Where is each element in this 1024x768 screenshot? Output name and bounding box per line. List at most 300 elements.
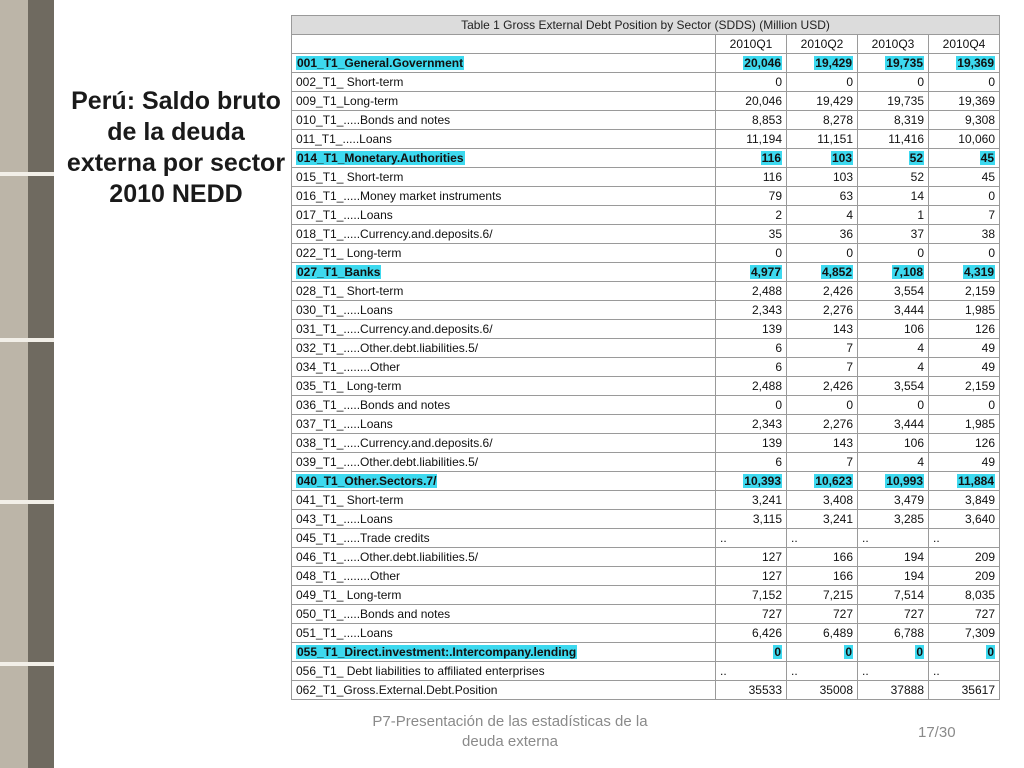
row-value: 35617 — [961, 683, 995, 697]
row-value: 3,285 — [893, 512, 924, 526]
row-value: 166 — [832, 550, 853, 564]
row-value-cell — [929, 567, 1000, 586]
row-label-text: 001_T1_General.Government — [297, 56, 464, 70]
row-value-cell — [787, 434, 858, 453]
row-value: 10,060 — [958, 132, 995, 146]
row-value: 0 — [775, 398, 782, 412]
row-value: 14 — [910, 189, 924, 203]
row-value: 19,429 — [815, 56, 852, 70]
row-value: 7 — [846, 455, 853, 469]
table-row — [292, 73, 1000, 92]
row-value: .. — [862, 531, 869, 545]
row-value-cell — [716, 662, 787, 681]
row-value-cell — [858, 206, 929, 225]
row-value-cell — [929, 339, 1000, 358]
table-row — [292, 567, 1000, 586]
table-row — [292, 339, 1000, 358]
table-row — [292, 301, 1000, 320]
row-value-cell — [787, 415, 858, 434]
debt-table — [291, 34, 1000, 700]
page-number: 17/30 — [918, 724, 956, 741]
row-value: 1,985 — [964, 303, 995, 317]
table-row — [292, 92, 1000, 111]
column-header: 2010Q2 — [787, 35, 858, 54]
row-value: .. — [862, 664, 869, 678]
row-label-text: 011_T1_.....Loans — [296, 132, 392, 146]
row-value-cell — [929, 206, 1000, 225]
stripe-divider — [0, 500, 54, 504]
table-caption: Table 1 Gross External Debt Position by Sector (SDDS) (Million USD) — [291, 15, 1000, 34]
row-value-cell — [858, 54, 929, 73]
table-row — [292, 130, 1000, 149]
row-value: 3,241 — [822, 512, 853, 526]
row-value: 4 — [917, 455, 924, 469]
row-value-cell — [716, 301, 787, 320]
row-label — [292, 358, 716, 377]
row-value-cell — [929, 282, 1000, 301]
row-value: 9,308 — [964, 113, 995, 127]
row-value-cell — [929, 168, 1000, 187]
row-label — [292, 472, 716, 491]
row-label-text: 045_T1_.....Trade credits — [296, 531, 430, 545]
row-value: 2,426 — [822, 284, 853, 298]
row-value-cell — [858, 130, 929, 149]
row-value-cell — [858, 244, 929, 263]
row-value: .. — [720, 664, 727, 678]
row-value: 49 — [981, 455, 995, 469]
row-value-cell — [929, 73, 1000, 92]
row-value-cell — [858, 529, 929, 548]
row-value-cell — [929, 111, 1000, 130]
row-label-text: 055_T1_Direct.investment:.Intercompany.lending — [297, 645, 577, 659]
row-value-cell — [787, 301, 858, 320]
row-value-cell — [787, 282, 858, 301]
row-value-cell — [716, 529, 787, 548]
row-value-cell — [929, 92, 1000, 111]
row-label-text: 017_T1_.....Loans — [296, 208, 393, 222]
table-row — [292, 396, 1000, 415]
row-label-text: 062_T1_Gross.External.Debt.Position — [296, 683, 498, 697]
table-row — [292, 187, 1000, 206]
row-label — [292, 225, 716, 244]
row-label-text: 016_T1_.....Money market instruments — [296, 189, 502, 203]
row-value: 7 — [846, 341, 853, 355]
row-value-cell — [858, 643, 929, 662]
row-value: 6 — [775, 341, 782, 355]
row-label — [292, 263, 716, 282]
row-value: 4 — [846, 208, 853, 222]
row-value: 7,215 — [822, 588, 853, 602]
row-value: 126 — [974, 322, 995, 336]
row-value-cell — [716, 358, 787, 377]
table-row — [292, 491, 1000, 510]
row-value: 0 — [988, 246, 995, 260]
row-value-cell — [787, 358, 858, 377]
row-label-text: 022_T1_ Long-term — [296, 246, 402, 260]
table-row — [292, 415, 1000, 434]
stripe-divider — [0, 172, 54, 176]
row-value-cell — [929, 358, 1000, 377]
row-value: 0 — [917, 75, 924, 89]
row-value: 0 — [846, 75, 853, 89]
row-value: 52 — [909, 151, 923, 165]
table-row — [292, 377, 1000, 396]
row-value-cell — [787, 510, 858, 529]
row-value-cell — [858, 73, 929, 92]
row-value: 35533 — [748, 683, 782, 697]
row-label-text: 031_T1_.....Currency.and.deposits.6/ — [296, 322, 493, 336]
row-label — [292, 624, 716, 643]
row-label-text: 028_T1_ Short-term — [296, 284, 404, 298]
row-value-cell — [929, 301, 1000, 320]
row-value: 37888 — [890, 683, 924, 697]
row-value: 727 — [832, 607, 853, 621]
row-value: 4,977 — [750, 265, 781, 279]
row-label — [292, 54, 716, 73]
row-label — [292, 168, 716, 187]
row-value: 8,278 — [822, 113, 853, 127]
row-value: 7,309 — [964, 626, 995, 640]
row-value-cell — [787, 453, 858, 472]
row-label — [292, 491, 716, 510]
row-value-cell — [716, 624, 787, 643]
row-value-cell — [787, 529, 858, 548]
row-label — [292, 586, 716, 605]
row-value: 6 — [775, 360, 782, 374]
row-value-cell — [858, 396, 929, 415]
row-label-text: 050_T1_.....Bonds and notes — [296, 607, 451, 621]
column-header-label — [292, 35, 716, 54]
row-value: 35008 — [819, 683, 853, 697]
row-value-cell — [787, 225, 858, 244]
row-value-cell — [858, 624, 929, 643]
row-value-cell — [716, 111, 787, 130]
row-value-cell — [929, 377, 1000, 396]
column-header: 2010Q4 — [929, 35, 1000, 54]
row-label — [292, 92, 716, 111]
row-value-cell — [858, 510, 929, 529]
row-value: 0 — [917, 398, 924, 412]
row-label — [292, 130, 716, 149]
debt-table-container — [291, 15, 1000, 700]
row-value: 3,479 — [893, 493, 924, 507]
row-value-cell — [858, 301, 929, 320]
row-value-cell — [787, 643, 858, 662]
row-value: 6,788 — [893, 626, 924, 640]
table-row — [292, 586, 1000, 605]
row-value-cell — [787, 681, 858, 700]
row-value: 2,426 — [822, 379, 853, 393]
row-value: 19,429 — [816, 94, 853, 108]
row-value-cell — [716, 263, 787, 282]
row-label — [292, 529, 716, 548]
row-label-text: 037_T1_.....Loans — [296, 417, 393, 431]
row-value-cell — [787, 396, 858, 415]
row-value-cell — [716, 643, 787, 662]
row-value-cell — [858, 567, 929, 586]
row-value-cell — [929, 472, 1000, 491]
row-value-cell — [787, 263, 858, 282]
row-label — [292, 396, 716, 415]
row-label — [292, 510, 716, 529]
row-value-cell — [929, 643, 1000, 662]
row-value: 11,151 — [817, 132, 853, 146]
row-value-cell — [929, 149, 1000, 168]
row-value: 2,276 — [822, 417, 853, 431]
row-value-cell — [787, 377, 858, 396]
row-value: 8,853 — [751, 113, 782, 127]
row-value: 166 — [832, 569, 853, 583]
row-value: 0 — [775, 75, 782, 89]
row-value-cell — [858, 453, 929, 472]
row-value: 79 — [768, 189, 782, 203]
row-value-cell — [929, 434, 1000, 453]
row-value: 2,488 — [751, 379, 782, 393]
row-value: 0 — [846, 246, 853, 260]
row-value-cell — [929, 54, 1000, 73]
slide-title: Perú: Saldo bruto de la deuda externa por sector 2010 NEDD — [66, 87, 286, 208]
row-label — [292, 453, 716, 472]
row-label-text: 030_T1_.....Loans — [296, 303, 393, 317]
row-value: 10,393 — [744, 474, 781, 488]
row-label-text: 049_T1_ Long-term — [296, 588, 402, 602]
row-value: 3,115 — [752, 512, 782, 526]
table-row — [292, 111, 1000, 130]
row-value: 19,369 — [958, 94, 995, 108]
row-value-cell — [858, 358, 929, 377]
row-label — [292, 377, 716, 396]
row-value-cell — [929, 263, 1000, 282]
row-value: .. — [791, 531, 798, 545]
row-value-cell — [787, 586, 858, 605]
row-value: 0 — [917, 246, 924, 260]
row-value-cell — [858, 339, 929, 358]
column-header: 2010Q3 — [858, 35, 929, 54]
table-row — [292, 244, 1000, 263]
row-label — [292, 567, 716, 586]
row-value: 3,640 — [964, 512, 995, 526]
row-label — [292, 73, 716, 92]
row-value: 8,035 — [964, 588, 995, 602]
row-label-text: 041_T1_ Short-term — [296, 493, 404, 507]
row-value: .. — [720, 531, 727, 545]
row-value-cell — [716, 187, 787, 206]
row-value: 0 — [988, 398, 995, 412]
row-value-cell — [716, 130, 787, 149]
row-label-text: 027_T1_Banks — [297, 265, 381, 279]
row-value-cell — [787, 92, 858, 111]
row-value-cell — [716, 605, 787, 624]
row-value-cell — [787, 168, 858, 187]
row-value-cell — [858, 320, 929, 339]
row-value-cell — [787, 54, 858, 73]
row-value-cell — [858, 662, 929, 681]
row-label — [292, 434, 716, 453]
row-value-cell — [716, 73, 787, 92]
row-value-cell — [716, 244, 787, 263]
row-value: 0 — [775, 246, 782, 260]
table-row — [292, 510, 1000, 529]
row-value: 52 — [910, 170, 924, 184]
row-value: 19,735 — [886, 56, 923, 70]
row-value: 4,319 — [963, 265, 994, 279]
row-value: 126 — [974, 436, 995, 450]
row-value-cell — [858, 187, 929, 206]
row-label — [292, 111, 716, 130]
row-value-cell — [787, 491, 858, 510]
row-label-text: 040_T1_Other.Sectors.7/ — [297, 474, 437, 488]
row-value-cell — [716, 681, 787, 700]
row-value-cell — [787, 662, 858, 681]
row-value: 3,408 — [822, 493, 853, 507]
row-label — [292, 149, 716, 168]
row-value: 143 — [832, 322, 853, 336]
row-label-text: 014_T1_Monetary.Authorities — [297, 151, 464, 165]
row-value: 1,985 — [964, 417, 995, 431]
table-body — [292, 54, 1000, 700]
row-value-cell — [858, 415, 929, 434]
row-value: 7,108 — [892, 265, 923, 279]
row-value-cell — [787, 605, 858, 624]
stripe-divider — [0, 338, 54, 342]
row-label — [292, 662, 716, 681]
row-value-cell — [858, 149, 929, 168]
row-value-cell — [716, 377, 787, 396]
row-value: 49 — [981, 360, 995, 374]
row-value-cell — [787, 73, 858, 92]
row-value: 49 — [981, 341, 995, 355]
row-value-cell — [858, 472, 929, 491]
row-value: .. — [933, 531, 940, 545]
row-value-cell — [929, 396, 1000, 415]
row-value: 0 — [845, 645, 852, 659]
row-label-text: 009_T1_Long-term — [296, 94, 399, 108]
row-label — [292, 206, 716, 225]
row-value-cell — [929, 491, 1000, 510]
row-value-cell — [716, 320, 787, 339]
row-label-text: 048_T1_........Other — [296, 569, 401, 583]
table-header-row — [292, 35, 1000, 54]
row-value: 0 — [846, 398, 853, 412]
row-value-cell — [716, 54, 787, 73]
row-value-cell — [716, 396, 787, 415]
row-value: 35 — [768, 227, 782, 241]
row-value-cell — [716, 225, 787, 244]
row-value: 2,159 — [964, 379, 995, 393]
row-label-text: 039_T1_.....Other.debt.liabilities.5/ — [296, 455, 479, 469]
row-value: 3,241 — [751, 493, 782, 507]
row-value-cell — [787, 111, 858, 130]
row-value-cell — [787, 187, 858, 206]
row-value-cell — [787, 548, 858, 567]
row-value: 194 — [903, 569, 924, 583]
table-row — [292, 434, 1000, 453]
row-value: 10,623 — [815, 474, 852, 488]
row-label-text: 034_T1_........Other — [296, 360, 401, 374]
row-value: 143 — [832, 436, 853, 450]
row-value-cell — [858, 586, 929, 605]
row-value: 106 — [903, 322, 924, 336]
row-value-cell — [929, 548, 1000, 567]
row-value-cell — [787, 472, 858, 491]
row-value: 4 — [917, 360, 924, 374]
row-value: 2,343 — [751, 303, 782, 317]
row-value-cell — [716, 415, 787, 434]
row-value: 209 — [974, 569, 995, 583]
row-value: 3,444 — [893, 417, 924, 431]
row-value: 45 — [981, 170, 995, 184]
row-value: 2,159 — [964, 284, 995, 298]
table-row — [292, 206, 1000, 225]
row-value-cell — [716, 168, 787, 187]
table-row — [292, 320, 1000, 339]
row-value-cell — [858, 605, 929, 624]
table-row — [292, 643, 1000, 662]
row-value: 2,488 — [751, 284, 782, 298]
row-value: 139 — [761, 436, 782, 450]
row-label — [292, 187, 716, 206]
table-row — [292, 624, 1000, 643]
row-value: 45 — [980, 151, 994, 165]
row-value: 8,319 — [893, 113, 924, 127]
row-value-cell — [716, 149, 787, 168]
row-value: 10,993 — [886, 474, 923, 488]
row-value-cell — [929, 510, 1000, 529]
row-value-cell — [858, 434, 929, 453]
row-value-cell — [929, 605, 1000, 624]
table-row — [292, 529, 1000, 548]
row-value-cell — [858, 377, 929, 396]
row-label — [292, 643, 716, 662]
row-label — [292, 605, 716, 624]
row-value-cell — [929, 130, 1000, 149]
row-value: 727 — [761, 607, 782, 621]
row-value: 7,514 — [893, 588, 924, 602]
row-value-cell — [929, 187, 1000, 206]
left-decorative-bar — [0, 0, 54, 768]
row-value-cell — [858, 548, 929, 567]
row-value: 139 — [761, 322, 782, 336]
row-value: 127 — [761, 569, 782, 583]
row-value: 20,046 — [744, 56, 781, 70]
row-value-cell — [716, 339, 787, 358]
row-value: 2,343 — [751, 417, 782, 431]
row-value: 38 — [981, 227, 995, 241]
row-value: 63 — [839, 189, 853, 203]
row-label — [292, 548, 716, 567]
row-label — [292, 301, 716, 320]
row-value: 19,735 — [887, 94, 924, 108]
row-value-cell — [929, 529, 1000, 548]
row-label-text: 043_T1_.....Loans — [296, 512, 393, 526]
row-value: 11,194 — [746, 132, 782, 146]
row-value-cell — [929, 225, 1000, 244]
table-row — [292, 662, 1000, 681]
row-value: 7 — [846, 360, 853, 374]
row-value: 6 — [775, 455, 782, 469]
table-row — [292, 263, 1000, 282]
row-label-text: 038_T1_.....Currency.and.deposits.6/ — [296, 436, 493, 450]
table-row — [292, 168, 1000, 187]
row-value: 7,152 — [751, 588, 782, 602]
row-value-cell — [858, 282, 929, 301]
decorative-stripe-light — [0, 0, 28, 768]
row-label-text: 056_T1_ Debt liabilities to affiliated enterprises — [296, 664, 545, 678]
table-row — [292, 282, 1000, 301]
row-label-text: 035_T1_ Long-term — [296, 379, 402, 393]
row-label-text: 002_T1_ Short-term — [296, 75, 404, 89]
row-value-cell — [929, 662, 1000, 681]
